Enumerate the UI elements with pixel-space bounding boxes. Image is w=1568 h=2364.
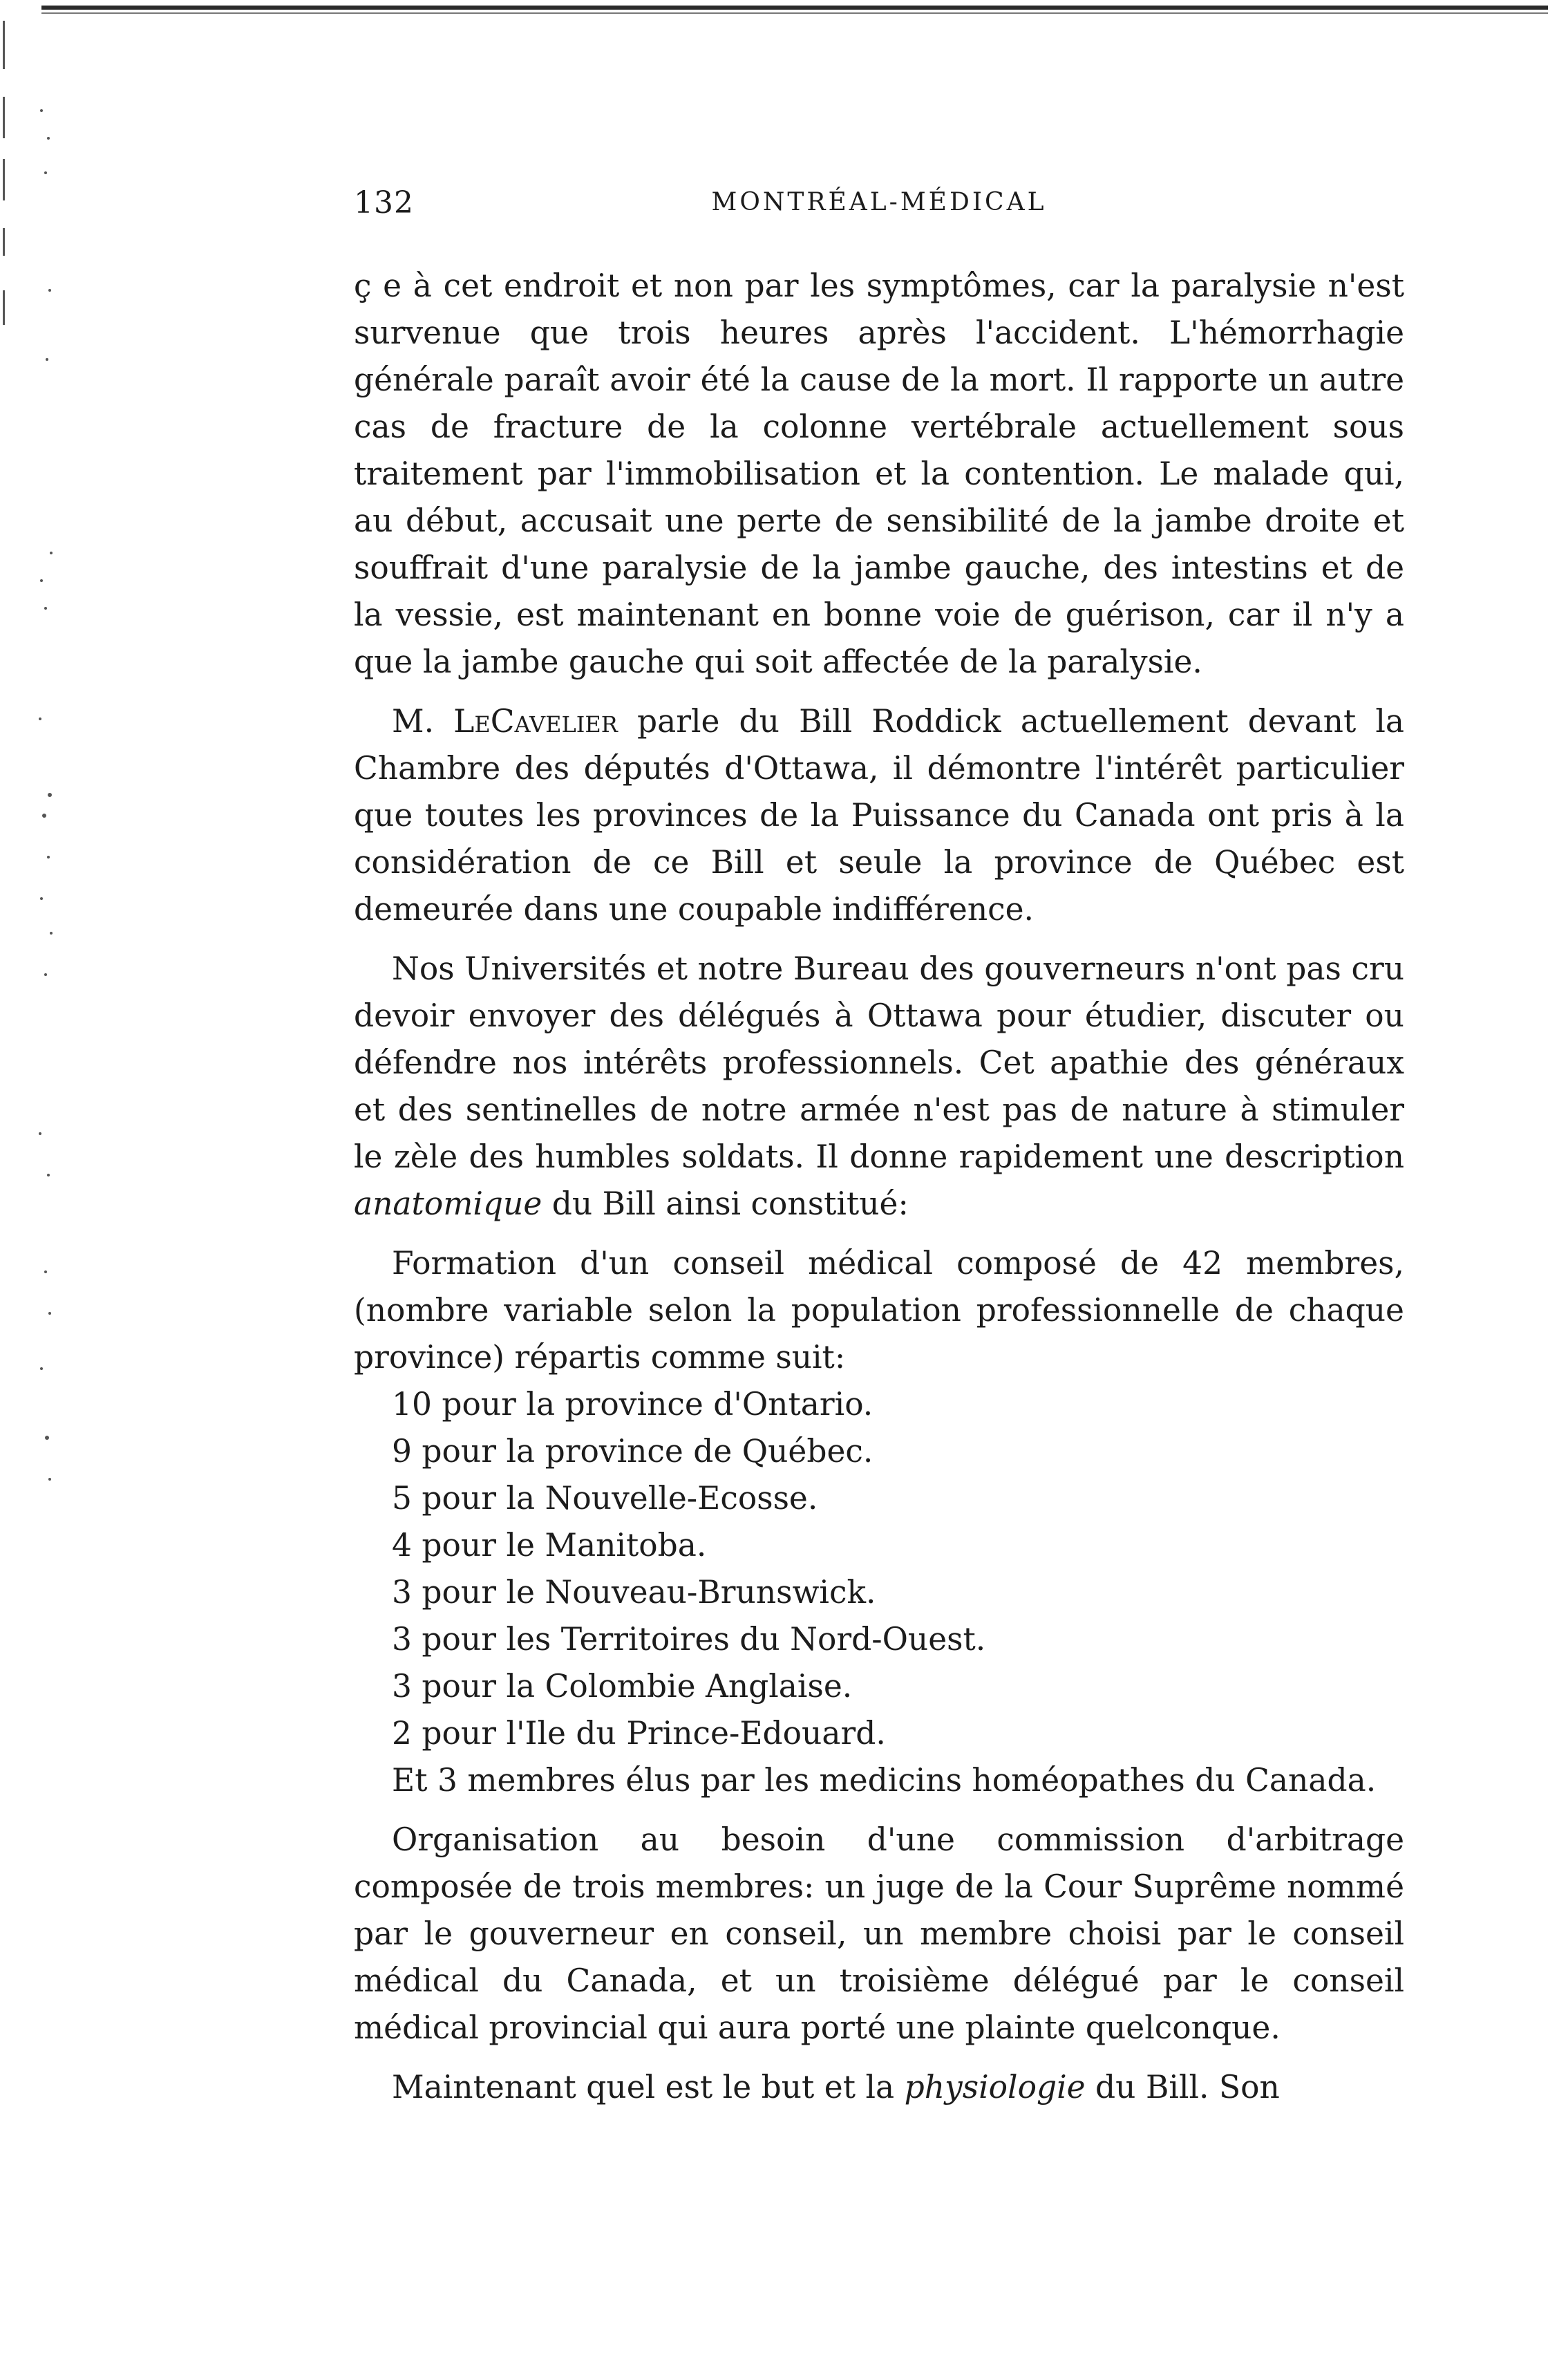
list-item: 3 pour les Territoires du Nord-Ouest. — [392, 1621, 986, 1658]
paragraph-text: du Bill ainsi constitué: — [542, 1185, 909, 1222]
list-item: 3 pour le Nouveau-Brunswick. — [392, 1574, 876, 1611]
paragraph-lecavelier — [354, 698, 1404, 933]
page-header — [354, 185, 1404, 234]
paragraph-continuation: ç e à cet endroit et non par les symptômes, car la paralysie n'est survenue que trois heures après l'accident. L'hémorrhagie générale paraît avoir été la cause de la mort. Il rapporte un autre cas de fracture de la colonne vertébrale actuellement sous traitement par l'immobilisation et la contention. Le malade qui, au début, accusait une perte de sensibilité de la jambe droite et souffrait d'une paralysie de la jambe gauche, des intestins et de la vessie, est maintenant en bonne voie de guérison, car il n'y a que la jambe gauche qui soit affectée de la paralysie. — [354, 268, 1404, 680]
paragraph-universites — [354, 946, 1404, 1228]
list-item: 2 pour l'Ile du Prince-Edouard. — [392, 1715, 886, 1752]
list-item: 4 pour le Manitoba. — [392, 1527, 707, 1564]
margin-scan-specks — [0, 0, 76, 2364]
list-item: 10 pour la province d'Ontario. — [392, 1386, 873, 1423]
speaker-name: M. LeCavelier — [392, 703, 618, 740]
list-item: 5 pour la Nouvelle-Ecosse. — [392, 1480, 818, 1517]
member-distribution-list — [392, 1381, 1404, 1757]
paragraph-text: Maintenant quel est le but et la — [392, 2069, 905, 2105]
page-number: 132 — [354, 185, 414, 221]
paragraph-homeopathes: Et 3 membres élus par les medicins homéopathes du Canada. — [392, 1762, 1377, 1799]
paragraph-text: du Bill. Son — [1085, 2069, 1280, 2105]
paragraph-maintenant — [354, 2064, 1404, 2111]
list-item: 9 pour la province de Québec. — [392, 1433, 873, 1470]
paragraph-text: parle du Bill Roddick actuellement devant la Chambre des députés d'Ottawa, il démontre l'intérêt particulier que toutes les provinces de la Puissance du Canada ont pris à la considération de ce Bill et seule la province de Québec est demeurée dans une coupable indifférence. — [354, 703, 1405, 928]
paragraph-organisation: Organisation au besoin d'une commission d'arbitrage composée de trois membres: un juge de la Cour Suprême nommé par le gouverneur en conseil, un membre choisi par le conseil médical du Canada, et un troisième délégué par le conseil médical provincial qui aura porté une plainte quelconque. — [354, 1821, 1404, 2046]
running-title: MONTRÉAL-MÉDICAL — [711, 188, 1047, 216]
top-border-rule-thin — [41, 12, 1548, 14]
page-body — [354, 263, 1404, 2123]
italic-term: anatomique — [354, 1185, 542, 1222]
paragraph-text: Nos Universités et notre Bureau des gouverneurs n'ont pas cru devoir envoyer des délégués à Ottawa pour étudier, discuter ou défendre nos intérêts professionnels. Cet apathie des généraux et des sentinelles de notre armée n'est pas de nature à stimuler le zèle des humbles soldats. Il donne rapidement une description — [354, 950, 1404, 1175]
top-border-rule — [41, 6, 1548, 10]
list-item: 3 pour la Colombie Anglaise. — [392, 1668, 853, 1705]
italic-term: physiologie — [904, 2069, 1086, 2105]
paragraph-formation: Formation d'un conseil médical composé de 42 membres, (nombre variable selon la population professionnelle de chaque province) répartis comme suit: — [354, 1245, 1404, 1376]
